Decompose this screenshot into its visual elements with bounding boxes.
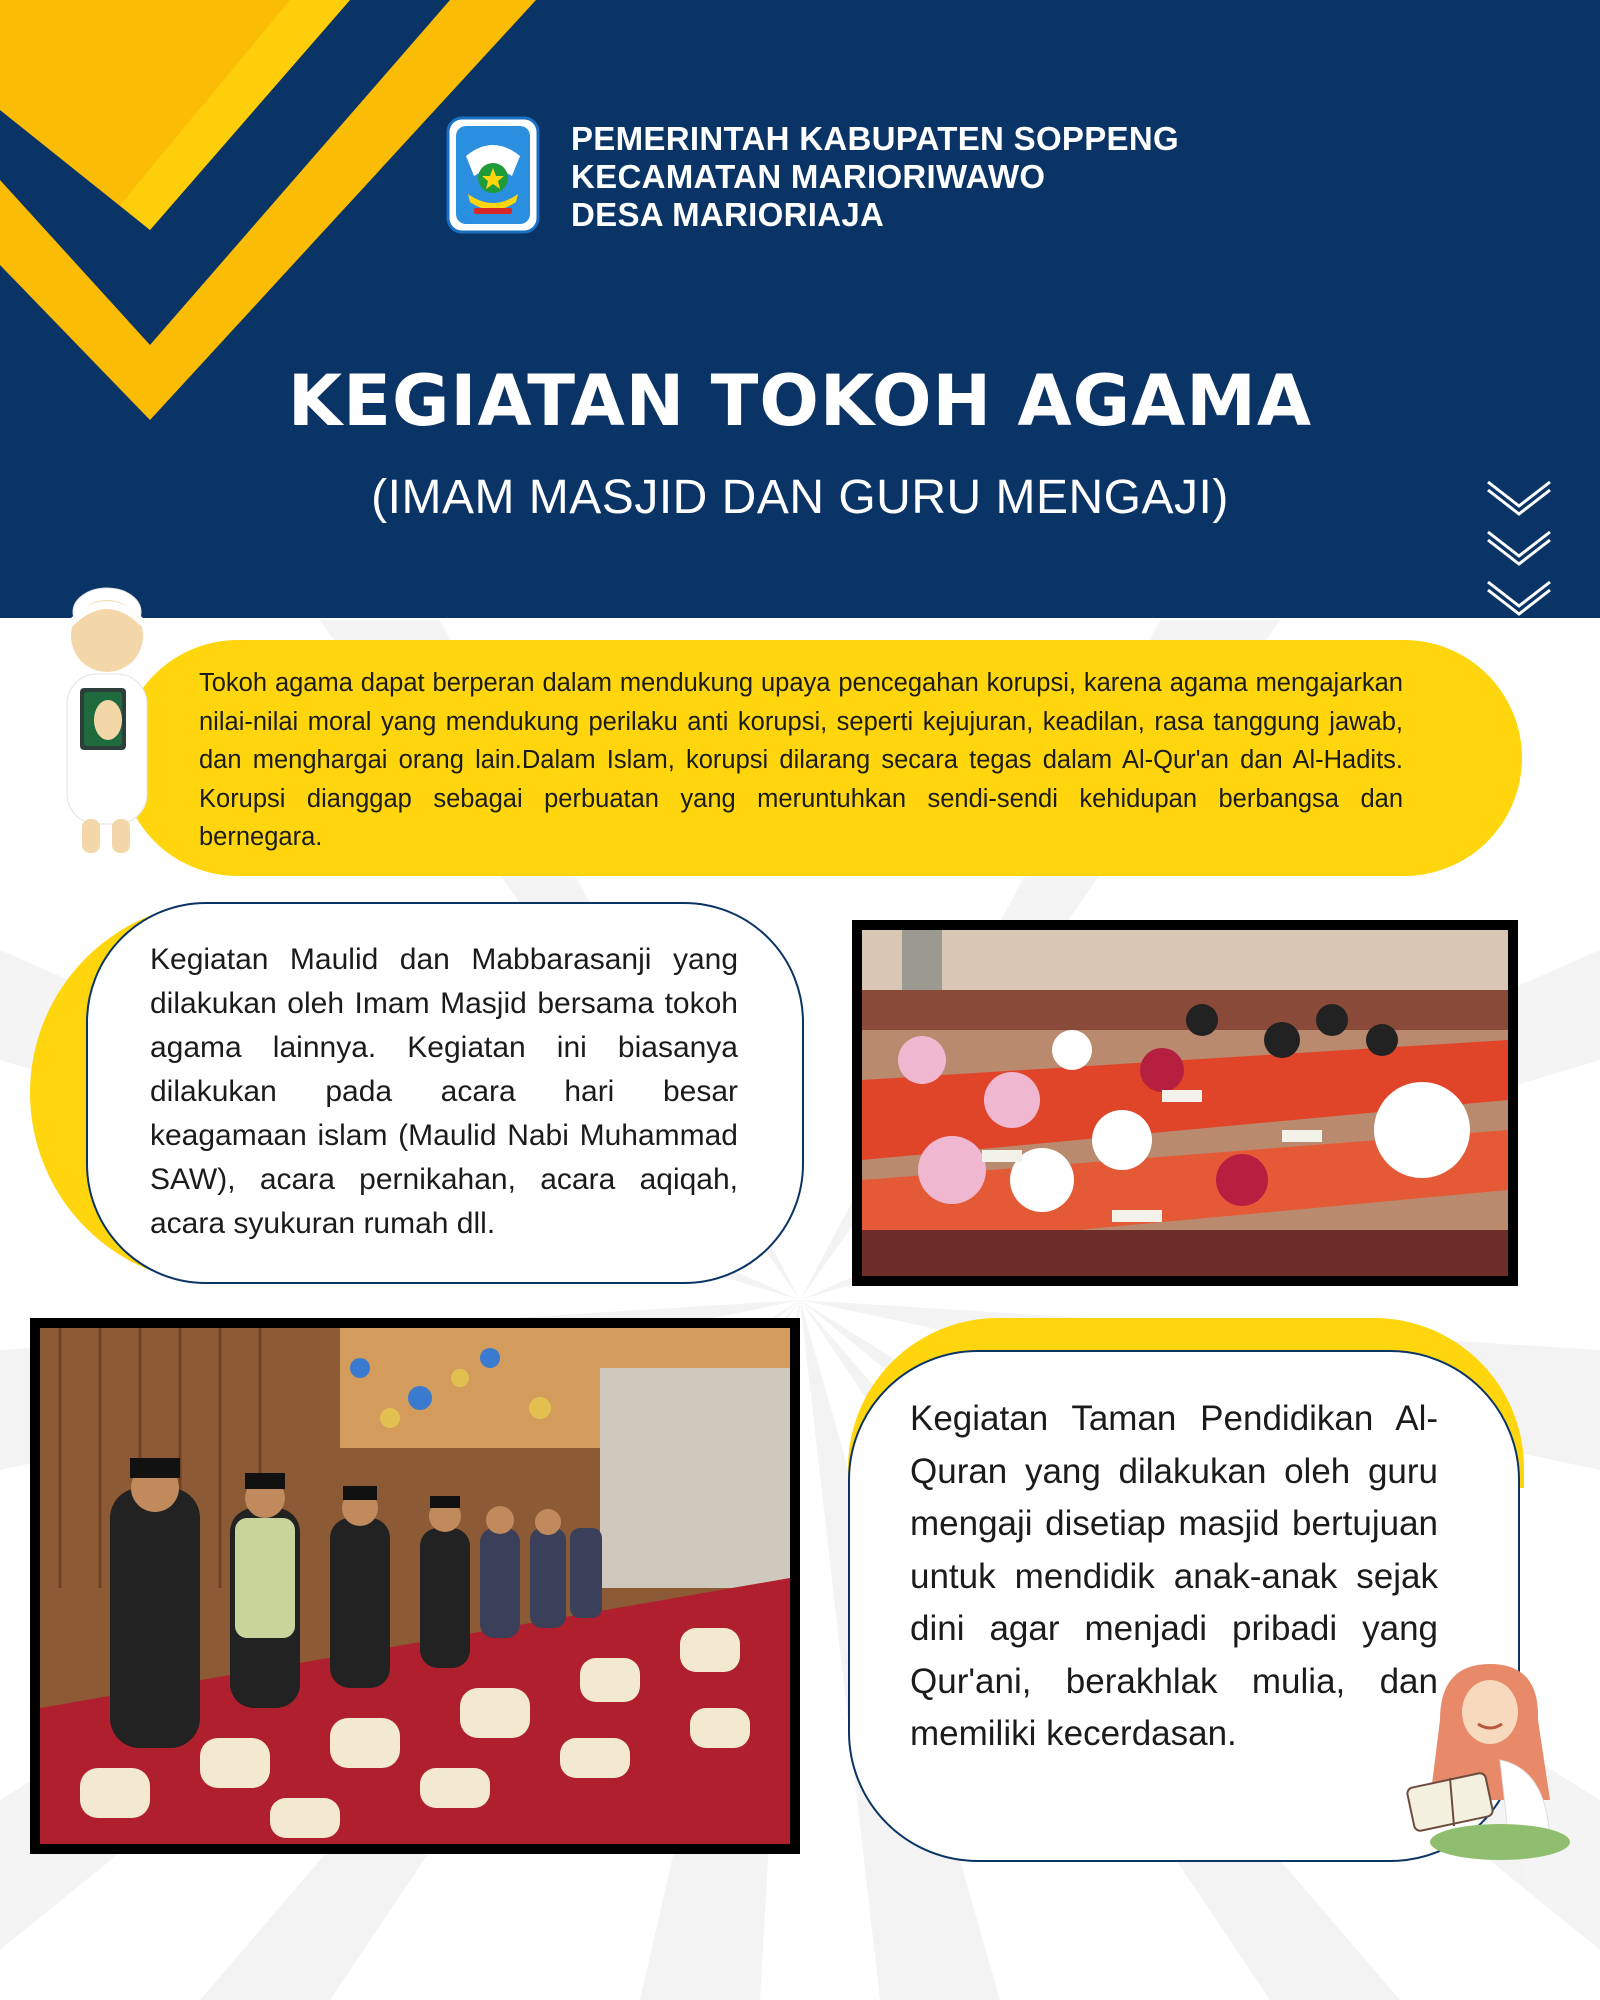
page-title: KEGIATAN TOKOH AGAMA (287, 360, 1313, 442)
gov-line-village: DESA MARIORIAJA (571, 196, 885, 233)
maulid-description: Kegiatan Maulid dan Mabbarasanji yang dilakukan oleh Imam Masjid bersama tokoh agama lainnya. Kegiatan ini biasanya dilakukan pada acara hari besar keagamaan islam (Maulid Nabi Muhammad SAW), acara pernikahan, acara aqiqah, acara syukuran rumah dll. (150, 943, 738, 1240)
maulid-gathering-photo (30, 1318, 800, 1854)
chevron-down-icon (1484, 476, 1554, 616)
gov-line-district: KECAMATAN MARIORIWAWO (571, 158, 1046, 195)
tpa-description: Kegiatan Taman Pendidikan Al-Quran yang dilakukan oleh guru mengaji disetiap masjid bertujuan untuk mendidik anak-anak sejak dini agar menjadi pribadi yang Qur'ani, berakhlak mulia, dan memiliki kecerdasan. (910, 1399, 1438, 1753)
header-banner (0, 0, 1600, 618)
government-heading (571, 120, 1179, 234)
muslim-boy-quran-icon (52, 584, 162, 864)
gov-line-regency: PEMERINTAH KABUPATEN SOPPENG (571, 120, 1179, 157)
hijab-girl-reading-icon (1400, 1650, 1570, 1860)
tpa-children-photo (852, 920, 1518, 1286)
page-subtitle: (IMAM MASJID DAN GURU MENGAJI) (371, 471, 1229, 524)
regency-emblem-icon (446, 116, 540, 234)
intro-paragraph: Tokoh agama dapat berperan dalam mendukung upaya pencegahan korupsi, karena agama mengajarkan nilai-nilai moral yang mendukung perilaku anti korupsi, seperti kejujuran, keadilan, rasa tanggung jawab, dan menghargai orang lain.Dalam Islam, korupsi dilarang secara tegas dalam Al-Qur'an dan Al-Hadits. Korupsi dianggap sebagai perbuatan yang meruntuhkan sendi-sendi kehidupan berbangsa dan bernegara. (199, 669, 1403, 851)
yellow-chevron-decoration (0, 0, 1600, 618)
